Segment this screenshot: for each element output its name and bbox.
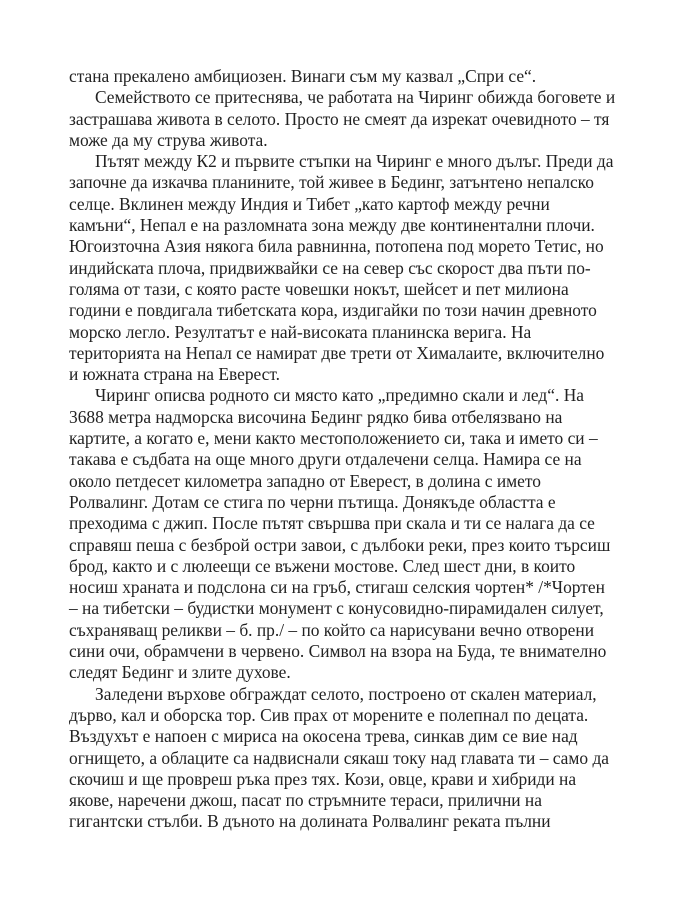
text-line: територията на Непал се намират две трети от Хималаите, включително [69, 342, 605, 363]
text-line: застрашава живота в селото. Просто не смеят да изрекат очевидното – тя [69, 108, 610, 129]
text-line: носиш храната и подслона си на гръб, стигаш селския чортен* /*Чортен [69, 577, 605, 598]
text-line: картите, а когато е, мени както местоположението си, така и името си – [69, 428, 598, 449]
text-line: – на тибетски – будистки монумент с конусовидно-пирамидален силует, [69, 598, 604, 619]
text-line: години е повдигала тибетската кора, издигайки по този начин древното [69, 300, 597, 321]
text-line: Ролвалинг. Дотам се стига по черни пътища. Донякъде областта е [69, 491, 556, 512]
text-line: селце. Вклинен между Индия и Тибет „като картоф между речни [69, 193, 550, 214]
text-line: и южната страна на Еверест. [69, 364, 281, 385]
text-line: съхраняващ реликви – б. пр./ – по който са нарисувани вечно отворени [69, 619, 595, 640]
text-line: морско легло. Резултатът е най-високата планинска верига. На [69, 321, 532, 342]
text-line: брод, както и с люлеещи се въжени мостове. След шест дни, в които [69, 555, 576, 576]
text-line: справяш пеша с безброй остри завои, с дълбоки реки, през които търсиш [69, 534, 611, 555]
text-line: якове, наречени джош, пасат по стръмните тераси, прилични на [69, 790, 542, 811]
text-line: дърво, кал и оборска тор. Сив прах от морените е полепнал по децата. [69, 704, 589, 725]
text-line: следят Бединг и злите духове. [69, 662, 291, 683]
text-line: камъни“, Непал е на разломната зона между две континентални плочи. [69, 215, 595, 236]
text-line: Югоизточна Азия някога била равнинна, потопена под морето Тетис, но [69, 236, 604, 257]
paragraph-first-line: Заледени върхове обграждат селото, построено от скален материал, [95, 683, 597, 704]
paragraph-first-line: Чиринг описва родното си място като „предимно скали и лед“. На [95, 385, 584, 406]
text-line: такава е съдбата на още много други отдалечени селца. Намира се на [69, 449, 582, 470]
text-line: 3688 метра надморска височина Бединг рядко бива отбелязвано на [69, 406, 563, 427]
text-line: стана прекалено амбициозен. Винаги съм му казвал „Спри се“. [69, 66, 537, 86]
text-line: започне да изкачва планините, той живее в Бединг, затънтено непалско [69, 172, 594, 193]
page-text [69, 66, 649, 833]
text-line: индийската плоча, придвижвайки се на север със скорост два пъти по- [69, 257, 591, 278]
text-line: огнището, а облаците са надвиснали сякаш току над главата ти – само да [69, 747, 610, 768]
paragraph-first-line: Пътят между К2 и първите стъпки на Чиринг е много дълъг. Преди да [95, 151, 614, 172]
text-line: голяма от тази, с която расте човешки нокът, шейсет и пет милиона [69, 278, 569, 299]
text-line: сини очи, обрамчени в червено. Символ на взора на Буда, те внимателно [69, 641, 607, 662]
paragraph-first-line: Семейството се притеснява, че работата на Чиринг обижда боговете и [95, 87, 616, 108]
text-line: преходима с джип. После пътят свършва при скала и ти се налага да се [69, 513, 595, 534]
text-line: скочиш и ще провреш ръка през тях. Кози, овце, крави и хибриди на [69, 768, 577, 789]
text-line: Въздухът е напоен с мириса на окосена трева, синкав дим се вие над [69, 726, 578, 747]
text-line: около петдесет километра западно от Еверест, в долина с името [69, 470, 541, 491]
text-line: може да му струва живота. [69, 129, 268, 150]
text-line: гигантски стълби. В дъното на долината Ролвалинг реката пълни [69, 811, 551, 832]
